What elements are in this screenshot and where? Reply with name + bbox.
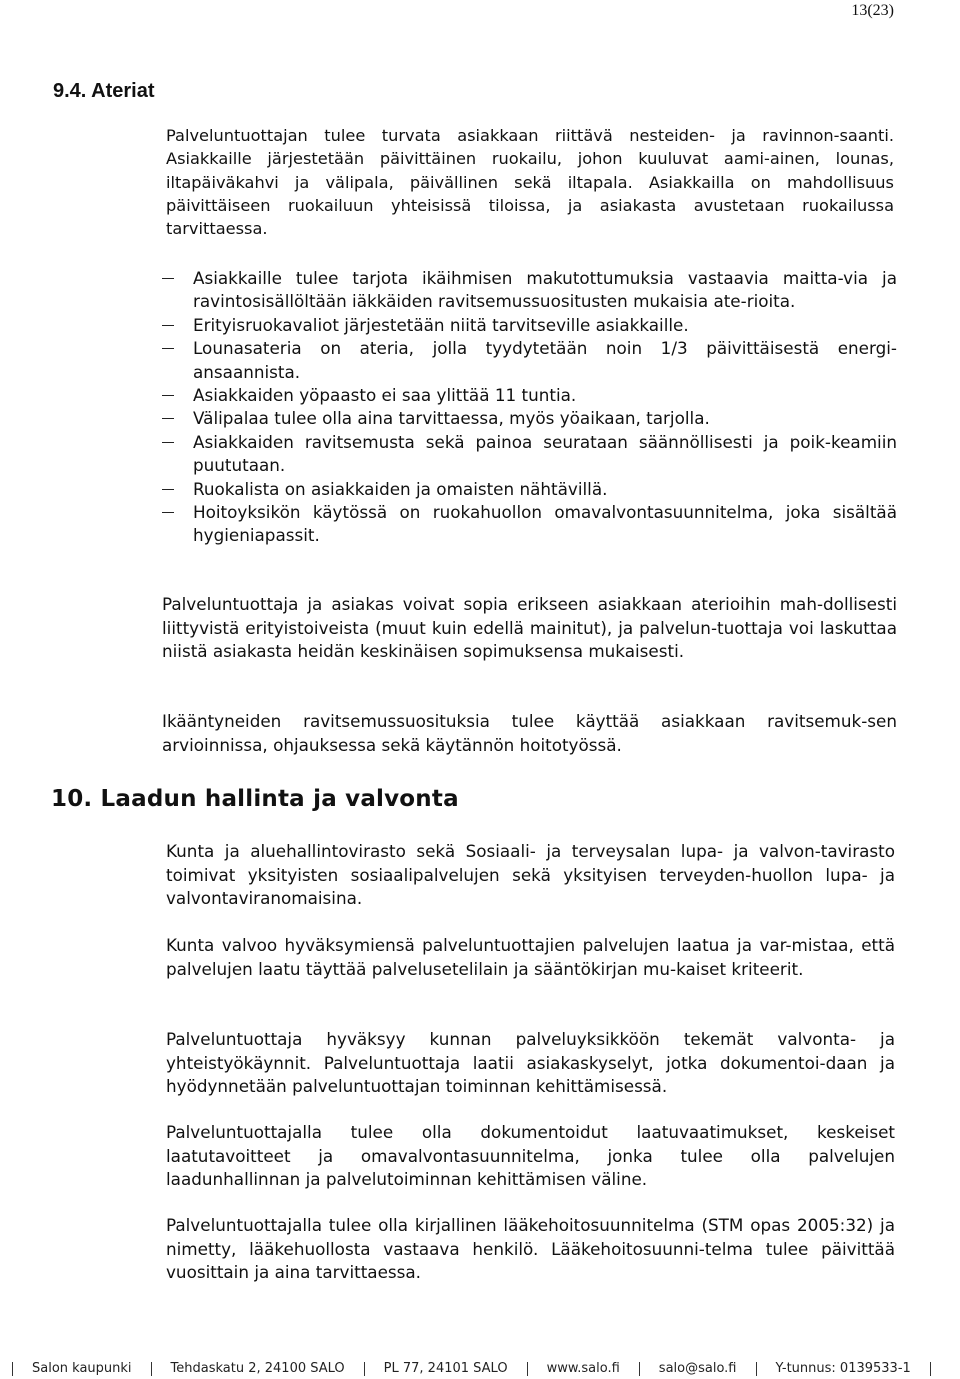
footer-street-address: Tehdaskatu 2, 24100 SALO	[170, 1361, 345, 1376]
list-item-text: Erityisruokavaliot järjestetään niitä tarvitseville asiakkaille.	[193, 314, 689, 335]
footer-separator	[12, 1362, 13, 1376]
list-item	[162, 314, 897, 337]
list-item-text: Asiakkaiden yöpaasto ei saa ylittää 11 tuntia.	[193, 385, 577, 406]
list-item-text: Asiakkaiden ravitsemusta sekä painoa seurataan säännöllisesti ja poik-keamiin puututaan.	[193, 431, 897, 476]
dash-bullet-icon	[162, 512, 174, 513]
footer-business-id: Y-tunnus: 0139533-1	[775, 1361, 911, 1376]
chapter-paragraph: Palveluntuottaja hyväksyy kunnan palveluyksikköön tekemät valvonta- ja yhteistyökäynnit. Palveluntuottaja laatii asiakaskyselyt, jotka dokumentoi-daan ja hyödynnetään palveluntuottajan toiminnan kehittämisessä.	[166, 1029, 895, 1096]
list-item	[162, 384, 897, 407]
footer-separator	[151, 1362, 152, 1376]
footer-separator	[639, 1362, 640, 1376]
footer-separator	[527, 1362, 528, 1376]
footer-email-link[interactable]: salo@salo.fi	[658, 1361, 737, 1376]
list-item-text: Välipalaa tulee olla aina tarvittaessa, myös yöaikaan, tarjolla.	[193, 408, 710, 429]
chapter-paragraph: Kunta ja aluehallintovirasto sekä Sosiaali- ja terveysalan lupa- ja valvon-tavirasto toimivat yksityisten sosiaalipalvelujen sekä yksityisen terveyden-huollon lupa- ja valvontaviranomaisina.	[166, 841, 895, 908]
list-item	[162, 478, 897, 501]
dash-bullet-icon	[162, 395, 174, 396]
chapter-paragraph: Palveluntuottajalla tulee olla kirjallinen lääkehoitosuunnitelma (STM opas 2005:32) ja nimetty, lääkehuollosta vastaava henkilö. Lääkehoitosuunni-telma tulee päivittää vuosittain ja aina tarvittaessa.	[166, 1215, 895, 1282]
list-item	[162, 337, 897, 384]
guidelines-paragraph: Ikääntyneiden ravitsemussuosituksia tulee käyttää asiakkaan ravitsemuk-sen arvioinnissa, ohjauksessa sekä käytännön hoitotyössä.	[162, 711, 897, 755]
list-item	[162, 267, 897, 314]
list-item-text: Ruokalista on asiakkaiden ja omaisten nähtävillä.	[193, 478, 608, 499]
list-item	[162, 407, 897, 430]
page-number: 13(23)	[851, 2, 894, 19]
dash-bullet-icon	[162, 489, 174, 490]
dash-bullet-icon	[162, 418, 174, 419]
dash-bullet-icon	[162, 278, 174, 279]
footer-website-link[interactable]: www.salo.fi	[546, 1361, 620, 1376]
chapter-paragraph: Palveluntuottajalla tulee olla dokumentoidut laatuvaatimukset, keskeiset laatutavoitteet ja omavalvontasuunnitelma, jonka tulee olla palvelujen laadunhallinnan ja palvelutoiminnan kehittämisen väline.	[166, 1122, 895, 1189]
footer-separator	[756, 1362, 757, 1376]
list-item-text: Lounasateria on ateria, jolla tyydytetään noin 1/3 päivittäisestä energi-ansaannista.	[193, 338, 897, 382]
intro-paragraph: Palveluntuottajan tulee turvata asiakkaan riittävä nesteiden- ja ravinnon-saanti. Asiakkaille järjestetään päivittäinen ruokailu, johon kuuluvat aami-ainen, lounas, iltapäiväkahvi ja välipala, päivällinen sekä iltapala. Asiakkailla on mahdollisuus päivittäiseen ruokailuun yhteisissä tiloissa, ja asiakasta avustetaan ruokailussa tarvittaessa.	[166, 126, 894, 239]
list-item-text: Asiakkaille tulee tarjota ikäihmisen makutottumuksia vastaavia maitta-via ja ravintosisällöltään iäkkäiden ravitsemussuositusten mukaisia ate-rioita.	[193, 268, 897, 312]
list-item-text: Hoitoyksikön käytössä on ruokahuollon omavalvontasuunnitelma, joka sisältää hygieniapassit.	[193, 502, 897, 546]
footer-separator	[364, 1362, 365, 1376]
chapter-paragraph: Kunta valvoo hyväksymiensä palveluntuottajien palvelujen laatua ja var-mistaa, että palvelujen laatu täyttää palvelusetelilain ja sääntökirjan mu-kaiset kriteerit.	[166, 935, 895, 979]
list-item	[162, 501, 897, 548]
page-footer	[0, 1361, 960, 1376]
footer-organization: Salon kaupunki	[32, 1361, 132, 1376]
footer-postal-address: PL 77, 24101 SALO	[383, 1361, 508, 1376]
dash-bullet-icon	[162, 325, 174, 326]
list-item	[162, 431, 897, 478]
chapter-heading: 10. Laadun hallinta ja valvonta	[51, 786, 459, 812]
dash-bullet-icon	[162, 442, 174, 443]
dash-bullet-icon	[162, 348, 174, 349]
section-heading: 9.4. Ateriat	[53, 80, 155, 102]
meal-requirements-list	[162, 267, 897, 548]
agreement-paragraph: Palveluntuottaja ja asiakas voivat sopia erikseen asiakkaan aterioihin mah-dollisesti liittyvistä erityistoiveista (muut kuin edellä mainitut), ja palvelun-tuottaja voi laskuttaa niistä asiakasta heidän keskinäisen sopimuksensa mukaisesti.	[162, 594, 897, 661]
footer-separator	[930, 1362, 931, 1376]
